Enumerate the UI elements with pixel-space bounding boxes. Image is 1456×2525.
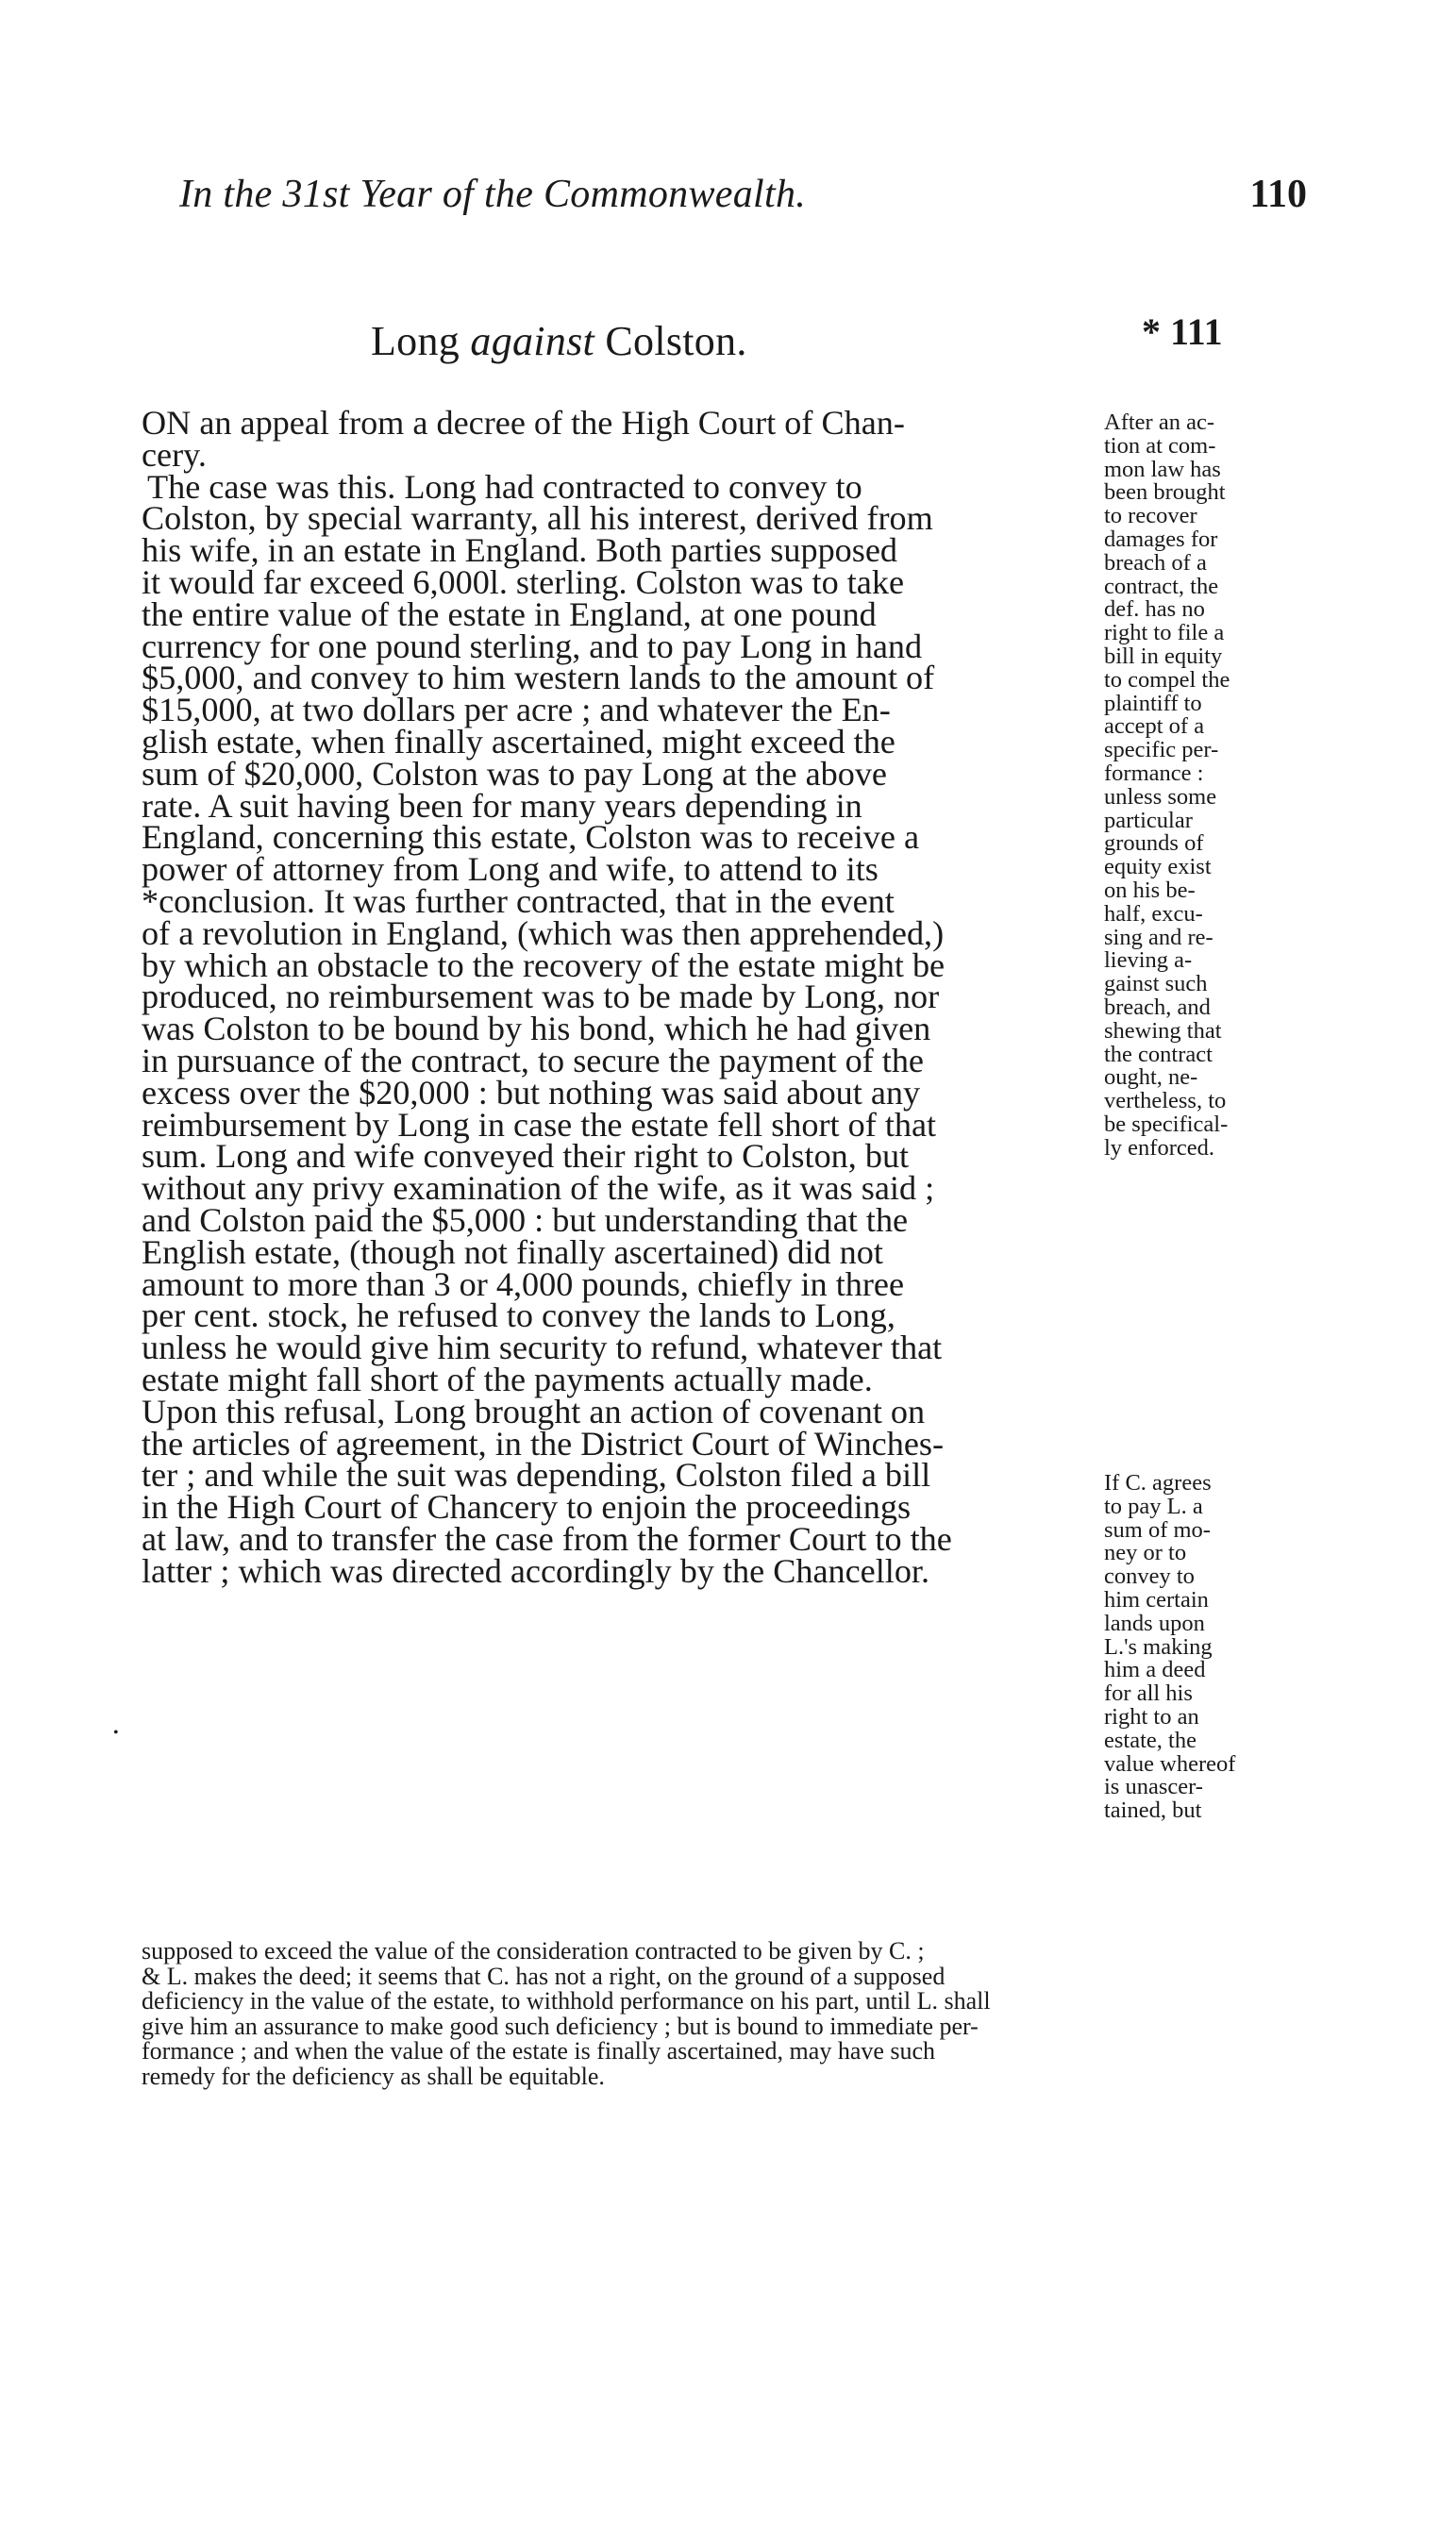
sidenote-line: tained, but xyxy=(1104,1798,1202,1824)
sidenote-line: lieving a- xyxy=(1104,947,1193,974)
sidenote-line: sing and re- xyxy=(1104,924,1213,950)
body-line: was Colston to be bound by his bond, which he had given xyxy=(142,1010,931,1048)
page-number: 110 xyxy=(1249,173,1307,216)
sidenote-line: grounds of xyxy=(1104,830,1204,857)
sidenote-line: accept of a xyxy=(1104,713,1205,740)
sidenote-line: def. has no xyxy=(1104,596,1205,623)
body-line: it would far exceed 6,000l. sterling. Colston was to take xyxy=(142,562,905,601)
sidenote-line: vertheless, to xyxy=(1104,1088,1227,1114)
body-line: and Colston paid the $5,000 : but understanding that the xyxy=(142,1200,909,1239)
body-line: The case was this. Long had contracted to convey to xyxy=(147,467,862,506)
running-title: In the 31st Year of the Commonwealth. xyxy=(179,173,807,216)
body-line: amount to more than 3 or 4,000 pounds, chiefly in three xyxy=(142,1264,905,1303)
body-line: glish estate, when finally ascertained, might exceed the xyxy=(142,722,895,761)
body-line: ter ; and while the suit was depending, Colston filed a bill xyxy=(142,1456,931,1495)
sidenote-line: him certain xyxy=(1104,1586,1209,1613)
sidenote-line: estate, the xyxy=(1104,1727,1197,1753)
marginal-note-1 xyxy=(1104,411,1293,1161)
body-line: by which an obstacle to the recovery of the estate might be xyxy=(142,945,946,984)
sidenote-line: ought, ne- xyxy=(1104,1064,1198,1091)
case-against: against xyxy=(470,318,595,364)
sidenote-line: bill in equity xyxy=(1104,643,1223,669)
body-line: $15,000, at two dollars per acre ; and whatever the En- xyxy=(142,691,891,729)
sidenote-line: convey to xyxy=(1104,1563,1195,1590)
body-line: unless he would give him security to refund, whatever that xyxy=(142,1329,943,1367)
body-line: English estate, (though not finally ascertained) did not xyxy=(142,1232,883,1271)
body-text xyxy=(142,404,1085,1590)
sidenote-line: contract, the xyxy=(1104,573,1219,599)
body-line: in the High Court of Chancery to enjoin the proceedings xyxy=(142,1488,912,1527)
sidenote-line: on his be- xyxy=(1104,877,1196,903)
body-line: sum. Long and wife conveyed their right to Colston, but xyxy=(142,1137,910,1176)
sidenote-line: half, excu- xyxy=(1104,900,1203,927)
sidenote-line: is unascer- xyxy=(1104,1774,1203,1800)
sidenote-line: right to an xyxy=(1104,1703,1199,1730)
body-line: per cent. stock, he refused to convey the lands to Long, xyxy=(142,1296,895,1335)
footnote-line: formance ; and when the value of the estate is finally ascertained, may have such xyxy=(142,2037,936,2065)
body-line: currency for one pound sterling, and to pay Long in hand xyxy=(142,627,923,665)
sidenote-line: particular xyxy=(1104,807,1193,833)
footnote-line: deficiency in the value of the estate, to withhold performance on his part, until L. shall xyxy=(142,1987,991,2015)
sidenote-line: to pay L. a xyxy=(1104,1493,1203,1519)
body-line: of a revolution in England, (which was then apprehended,) xyxy=(142,913,945,952)
marginal-note-2 xyxy=(1104,1472,1293,1823)
footnote-line: & L. makes the deed; it seems that C. has not a right, on the ground of a supposed xyxy=(142,1962,946,1990)
body-line: *conclusion. It was further contracted, that in the event xyxy=(142,881,895,920)
sidenote-line: tion at com- xyxy=(1104,432,1216,459)
body-line: latter ; which was directed accordingly by the Chancellor. xyxy=(142,1551,930,1590)
body-line: power of attorney from Long and wife, to attend to its xyxy=(142,850,879,889)
body-line: estate might fall short of the payments actually made. xyxy=(142,1360,873,1398)
body-line: the articles of agreement, in the District Court of Winches- xyxy=(142,1424,945,1463)
sidenote-line: to recover xyxy=(1104,503,1197,529)
sidenote-line: specific per- xyxy=(1104,737,1219,763)
sidenote-line: If C. agrees xyxy=(1104,1470,1212,1496)
star-page-marker: * 111 xyxy=(1142,310,1223,353)
footnote xyxy=(142,1939,1293,2089)
case-plaintiff: Long xyxy=(371,318,460,364)
body-line: reimbursement by Long in case the estate fell short of that xyxy=(142,1105,937,1144)
sidenote-line: formance : xyxy=(1104,760,1204,786)
sidenote-line: breach, and xyxy=(1104,994,1211,1020)
sidenote-line: unless some xyxy=(1104,783,1217,810)
case-title xyxy=(371,317,747,365)
body-line: England, concerning this estate, Colston was to receive a xyxy=(142,818,920,857)
body-line: without any privy examination of the wife, as it was said ; xyxy=(142,1169,935,1208)
sidenote-line: value whereof xyxy=(1104,1750,1236,1777)
sidenote-line: be specifical- xyxy=(1104,1111,1229,1137)
sidenote-line: shewing that xyxy=(1104,1017,1222,1044)
body-line: ON an appeal from a decree of the High Court of Chan- xyxy=(142,404,905,442)
sidenote-line: to compel the xyxy=(1104,666,1230,693)
footnote-line: give him an assurance to make good such deficiency ; but is bound to immediate per- xyxy=(142,2012,979,2040)
body-line: sum of $20,000, Colston was to pay Long at the above xyxy=(142,754,887,793)
body-line: Colston, by special warranty, all his interest, derived from xyxy=(142,499,933,538)
sidenote-line: After an ac- xyxy=(1104,410,1214,435)
body-line: Upon this refusal, Long brought an action of covenant on xyxy=(142,1392,926,1430)
sidenote-line: plaintiff to xyxy=(1104,690,1202,716)
sidenote-line: right to file a xyxy=(1104,620,1225,646)
body-line: $5,000, and convey to him western lands to the amount of xyxy=(142,659,935,697)
sidenote-line: equity exist xyxy=(1104,854,1212,880)
sidenote-line: for all his xyxy=(1104,1681,1193,1707)
margin-mark: • xyxy=(113,1725,119,1741)
sidenote-line: L.'s making xyxy=(1104,1633,1213,1660)
footnote-line: supposed to exceed the value of the consideration contracted to be given by C. ; xyxy=(142,1937,925,1965)
case-defendant: Colston. xyxy=(605,318,747,364)
body-line: at law, and to transfer the case from the former Court to the xyxy=(142,1519,952,1558)
sidenote-line: the contract xyxy=(1104,1041,1213,1067)
sidenote-line: breach of a xyxy=(1104,549,1207,576)
sidenote-line: gainst such xyxy=(1104,971,1208,997)
body-line: rate. A suit having been for many years depending in xyxy=(142,786,862,825)
sidenote-line: mon law has xyxy=(1104,456,1221,482)
sidenote-line: him a deed xyxy=(1104,1657,1206,1683)
sidenote-line: ly enforced. xyxy=(1104,1134,1214,1161)
footnote-line: remedy for the deficiency as shall be equitable. xyxy=(142,2062,605,2090)
body-line: cery. xyxy=(142,435,207,474)
body-line: the entire value of the estate in England, at one pound xyxy=(142,594,877,633)
sidenote-line: lands upon xyxy=(1104,1610,1205,1636)
sidenote-line: been brought xyxy=(1104,479,1226,506)
sidenote-line: ney or to xyxy=(1104,1540,1187,1566)
sidenote-line: damages for xyxy=(1104,526,1218,552)
body-line: in pursuance of the contract, to secure the payment of the xyxy=(142,1041,924,1079)
body-line: his wife, in an estate in England. Both parties supposed xyxy=(142,531,898,570)
sidenote-line: sum of mo- xyxy=(1104,1516,1211,1543)
running-head xyxy=(179,172,1307,221)
body-line: produced, no reimbursement was to be made by Long, nor xyxy=(142,978,940,1016)
body-line: excess over the $20,000 : but nothing was said about any xyxy=(142,1073,921,1112)
